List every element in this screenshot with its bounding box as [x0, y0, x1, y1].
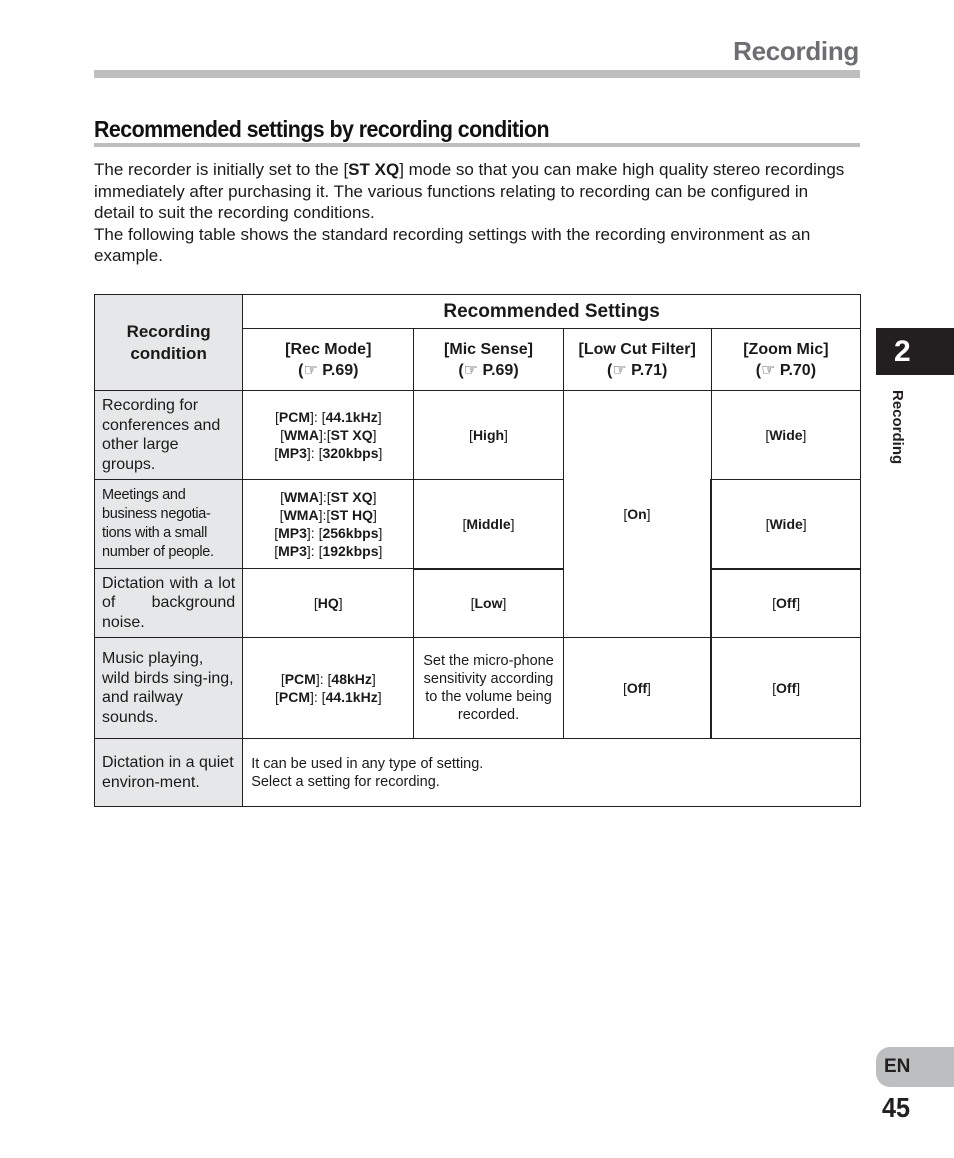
- row-mic-sense-note: Set the micro-phone sensitivity according to the volume being recorded.: [414, 638, 563, 739]
- row-zoom-mic: [Wide]: [711, 391, 860, 480]
- language-tab: EN: [876, 1047, 954, 1087]
- rec-mode-line: [MP3]: [192kbps]: [274, 543, 383, 559]
- low-cut-merged: [On]: [563, 391, 711, 638]
- row-condition: Dictation in a quiet environ-ment.: [95, 739, 243, 807]
- section-title: Recommended settings by recording condition: [94, 116, 549, 142]
- table-row: [95, 391, 861, 480]
- col-label: [Mic Sense]: [444, 340, 533, 358]
- intro-paragraph-1: [94, 159, 850, 224]
- any-setting-line: Select a setting for recording.: [251, 773, 440, 790]
- intro-p1-before: The recorder is initially set to the [: [94, 160, 349, 179]
- header-title: Recording: [733, 36, 859, 66]
- chapter-number-tab: 2: [876, 328, 954, 375]
- rec-mode-line: [PCM]: [44.1kHz]: [274, 409, 382, 425]
- table-row: [95, 638, 861, 739]
- col-header-rec-mode: [243, 329, 414, 391]
- row-rec-mode: [243, 569, 414, 638]
- header-rule: [94, 70, 860, 78]
- row-mic-sense: [Middle]: [414, 480, 563, 569]
- row-condition: Meetings and business negotia-tions with a small number of people.: [95, 480, 243, 569]
- col-ref: (☞ P.69): [298, 361, 359, 379]
- col-header-zoom-mic: [711, 329, 860, 391]
- rec-mode-line: [WMA]:[ST XQ]: [280, 427, 377, 443]
- col-ref: (☞ P.70): [755, 361, 817, 379]
- row-zoom-mic: [Off]: [711, 638, 860, 739]
- row-rec-mode: [243, 480, 414, 569]
- rec-mode-line: [WMA]:[ST XQ]: [280, 489, 377, 505]
- col-header-mic-sense: [414, 329, 563, 391]
- rec-mode-line: [HQ]: [313, 595, 343, 611]
- page-number: 45: [882, 1092, 911, 1123]
- table-row: [95, 569, 861, 638]
- col-header-low-cut-filter: [563, 329, 711, 391]
- row-condition: Music playing, wild birds sing-ing, and railway sounds.: [95, 638, 243, 739]
- col-label: [Low Cut Filter]: [578, 340, 696, 358]
- recommended-settings-table: [94, 294, 861, 807]
- table-row: [95, 480, 861, 569]
- rec-mode-line: [PCM]: [44.1kHz]: [274, 689, 382, 705]
- row-rec-mode: [243, 391, 414, 480]
- col-ref: (☞ P.69): [458, 361, 519, 379]
- row-mic-sense: [Low]: [414, 569, 563, 638]
- row-rec-mode: [243, 638, 414, 739]
- col-ref: (☞ P.71): [607, 361, 668, 379]
- rec-mode-line: [MP3]: [256kbps]: [274, 525, 383, 541]
- rec-mode-line: [PCM]: [48kHz]: [280, 671, 376, 687]
- row-low-cut: [Off]: [563, 638, 711, 739]
- intro-text: [94, 159, 850, 267]
- row-condition: Recording for conferences and other large groups.: [95, 391, 243, 480]
- row-zoom-mic: [Wide]: [711, 480, 860, 569]
- section-rule: [94, 143, 860, 147]
- any-setting-line: It can be used in any type of setting.: [251, 755, 484, 772]
- row-any-setting: [243, 739, 861, 807]
- row-condition: Dictation with a lot of background noise.: [95, 569, 243, 638]
- condition-header: Recording condition: [95, 295, 243, 391]
- table-row: [95, 739, 861, 807]
- intro-p1-bold: ST XQ: [348, 160, 400, 179]
- row-zoom-mic: [Off]: [711, 569, 860, 638]
- row-mic-sense: [High]: [414, 391, 563, 480]
- col-label: [Rec Mode]: [285, 340, 372, 358]
- chapter-side-text: Recording: [889, 390, 906, 465]
- col-label: [Zoom Mic]: [743, 340, 829, 358]
- rec-mode-line: [MP3]: [320kbps]: [274, 445, 383, 461]
- settings-header: Recommended Settings: [243, 295, 861, 329]
- rec-mode-line: [WMA]:[ST HQ]: [279, 507, 377, 523]
- table-header-row: [95, 295, 861, 329]
- chapter-side-label: [888, 390, 908, 480]
- intro-p1-after: ] mode so that you can make high quality stereo recordings immediately after purchasing it. The various functions relating to recording can be configured in detail to suit the recording conditions.: [94, 160, 845, 222]
- intro-paragraph-2: The following table shows the standard recording settings with the recording environment as an example.: [94, 224, 811, 265]
